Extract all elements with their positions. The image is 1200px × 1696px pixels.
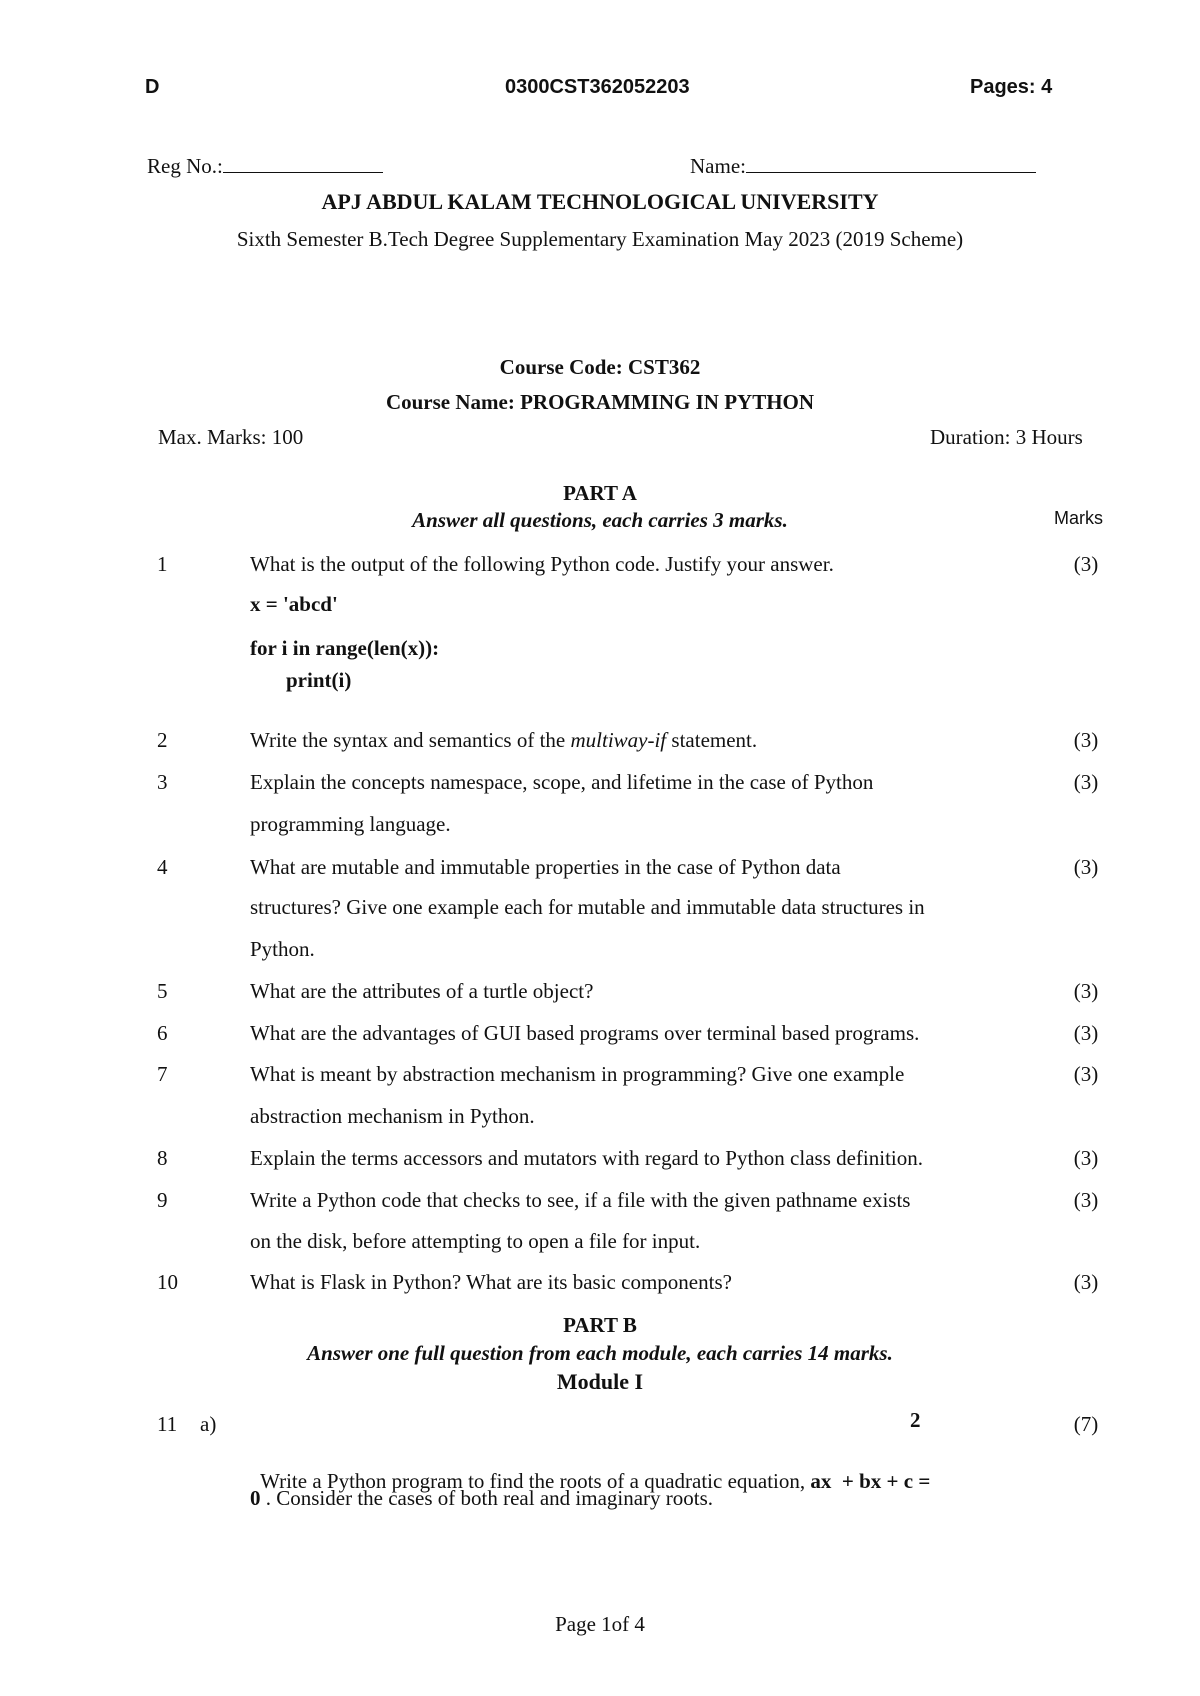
university-title: APJ ABDUL KALAM TECHNOLOGICAL UNIVERSITY [321,189,879,214]
q4-text-line-1: What are mutable and immutable properties in the case of Python data [250,855,841,879]
q4-text-line-2: structures? Give one example each for mutable and immutable data structures in [250,895,925,919]
q9-marks: (3) [1073,1188,1099,1212]
q4-text-line-3: Python. [250,937,315,961]
q11-text-pre: Write a Python program to find the roots of a quadratic equation, [260,1469,811,1493]
q11-text-post: . Consider the cases of both real and imaginary roots. [260,1486,714,1510]
q3-text-line-1: Explain the concepts namespace, scope, and lifetime in the case of Python [250,770,874,794]
name-blank [746,154,1036,173]
part-b-instruction: Answer one full question from each module, each carries 14 marks. [307,1341,893,1365]
q7-number: 7 [157,1062,168,1086]
course-name [0,390,1200,415]
q1-code-line-1: x = 'abcd' [250,592,338,616]
part-b-title: PART B [563,1313,637,1337]
q1-number: 1 [157,552,168,576]
part-a-title: PART A [563,481,637,505]
q10-text: What is Flask in Python? What are its basic components? [250,1270,732,1294]
q6-text: What are the advantages of GUI based programs over terminal based programs. [250,1021,920,1045]
page-footer: Page 1of 4 [555,1612,645,1636]
reg-no-field [147,154,383,179]
page-count: Pages: 4 [970,76,1053,98]
module-title: Module I [556,1369,644,1394]
q2-text-em: multiway-if [570,728,667,752]
q10-marks: (3) [1073,1270,1099,1294]
q2-text [250,728,1030,753]
q1-code-line-3: print(i) [286,668,352,692]
q4-marks: (3) [1073,855,1099,879]
course-code: Course Code: CST362 [499,355,701,379]
q11-text-line-2 [250,1486,1030,1511]
q2-text-post: statement. [666,728,758,752]
duration: Duration: 3 Hours [930,425,1083,449]
q9-text-line-2: on the disk, before attempting to open a file for input. [250,1229,701,1253]
q7-text-line-2: abstraction mechanism in Python. [250,1104,535,1128]
q11-equation: ax + bx + c = [810,1469,931,1493]
q3-marks: (3) [1073,770,1099,794]
q9-text-line-1: Write a Python code that checks to see, if a file with the given pathname exists [250,1188,911,1212]
q5-number: 5 [157,979,168,1003]
q2-marks: (3) [1073,728,1099,752]
q11-number: 11 [157,1412,178,1436]
reg-no-label: Reg No.: [147,154,223,178]
q5-marks: (3) [1073,979,1099,1003]
course-name-value: PROGRAMMING IN PYTHON [520,390,815,414]
q7-marks: (3) [1073,1062,1099,1086]
q7-text-line-1: What is meant by abstraction mechanism in programming? Give one example [250,1062,905,1086]
q1-code-line-2: for i in range(len(x)): [250,636,440,660]
q1-marks: (3) [1073,552,1099,576]
q4-number: 4 [157,855,168,879]
q8-marks: (3) [1073,1146,1099,1170]
q3-text-line-2: programming language. [250,812,451,836]
q6-marks: (3) [1073,1021,1099,1045]
q11-marks: (7) [1073,1412,1099,1436]
q2-text-pre: Write the syntax and semantics of the [250,728,571,752]
max-marks: Max. Marks: 100 [158,425,304,449]
q10-number: 10 [157,1270,178,1294]
course-name-label: Course Name: [385,390,521,414]
q11-equation-end: 0 [250,1486,261,1510]
part-a-instruction: Answer all questions, each carries 3 marks. [412,508,788,532]
q8-text: Explain the terms accessors and mutators with regard to Python class definition. [250,1146,924,1170]
q1-text: What is the output of the following Python code. Justify your answer. [250,552,834,576]
q11-sub-label: a) [200,1412,217,1436]
q3-number: 3 [157,770,168,794]
q5-text: What are the attributes of a turtle object? [250,979,594,1003]
reg-no-blank [223,154,383,173]
q9-number: 9 [157,1188,168,1212]
marks-column-header: Marks [1054,508,1103,528]
paper-code: 0300CST362052203 [505,76,690,98]
q6-number: 6 [157,1021,168,1045]
paper-series: D [145,76,160,98]
exam-title: Sixth Semester B.Tech Degree Supplementary Examination May 2023 (2019 Scheme) [236,227,964,251]
name-field [690,154,1036,179]
name-label: Name: [690,154,746,178]
q8-number: 8 [157,1146,168,1170]
q2-number: 2 [157,728,168,752]
q11-exponent: 2 [910,1408,921,1432]
